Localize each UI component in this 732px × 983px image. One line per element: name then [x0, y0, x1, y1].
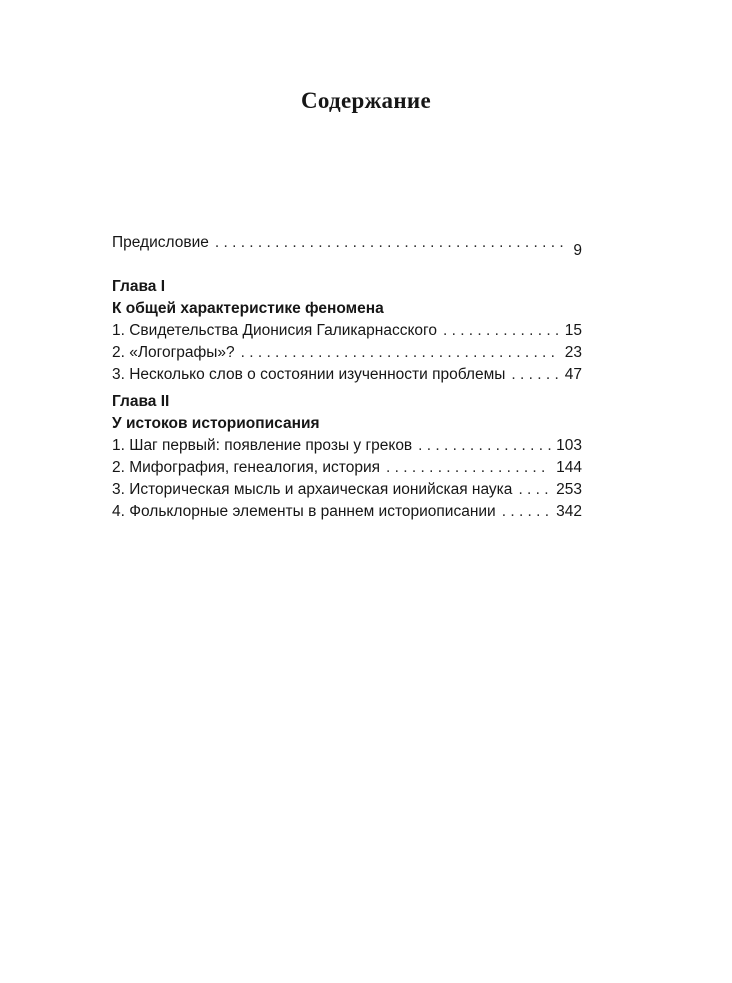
toc-entry — [112, 320, 582, 342]
toc-entry-title: 4. Фольклорные элементы в раннем историописании — [112, 503, 496, 520]
toc-entry-title: 2. «Логографы»? — [112, 344, 235, 361]
dot-leader — [215, 231, 565, 255]
dot-leader — [241, 342, 560, 364]
toc-entry-page: 144 — [556, 459, 582, 476]
dot-leader — [511, 364, 559, 386]
chapter-group — [112, 276, 582, 386]
dot-leader — [518, 479, 551, 501]
toc-entry-page: 253 — [556, 481, 582, 498]
toc-entry-page: 23 — [564, 344, 582, 361]
toc-entry-title: 3. Несколько слов о состоянии изученности проблемы — [112, 366, 506, 383]
toc-entry-title: 2. Мифография, генеалогия, история — [112, 459, 381, 476]
dot-leader — [502, 501, 551, 523]
toc-entry-page: 47 — [564, 366, 582, 383]
toc-entry — [112, 364, 582, 386]
toc-entry — [112, 342, 582, 364]
toc-entry-title: 3. Историческая мысль и архаическая ионийская наука — [112, 481, 513, 498]
dot-leader — [386, 457, 551, 479]
chapter-group — [112, 391, 582, 523]
toc-entry-title: Предисловие — [112, 234, 209, 251]
toc-entry-page: 15 — [564, 322, 582, 339]
toc-entry — [112, 231, 582, 259]
toc-entry — [112, 501, 582, 523]
page-title: Содержание — [301, 88, 431, 113]
dot-leader — [418, 435, 551, 457]
toc-entry — [112, 435, 582, 457]
chapter-title: К общей характеристике феномена — [112, 300, 384, 317]
toc-entry-page: 103 — [556, 437, 582, 454]
toc-entry-title: 1. Шаг первый: появление прозы у греков — [112, 437, 413, 454]
toc-entry-page: 342 — [556, 503, 582, 520]
toc-preface — [112, 231, 582, 259]
chapter-label: Глава I — [112, 278, 166, 295]
chapter-label: Глава II — [112, 393, 170, 410]
dot-leader — [443, 320, 560, 342]
toc-entry — [112, 479, 582, 501]
toc-entry-title: 1. Свидетельства Дионисия Галикарнасского — [112, 322, 437, 339]
chapter-title: У истоков историописания — [112, 415, 320, 432]
toc-entry-page: 9 — [573, 242, 582, 259]
toc-entry — [112, 457, 582, 479]
